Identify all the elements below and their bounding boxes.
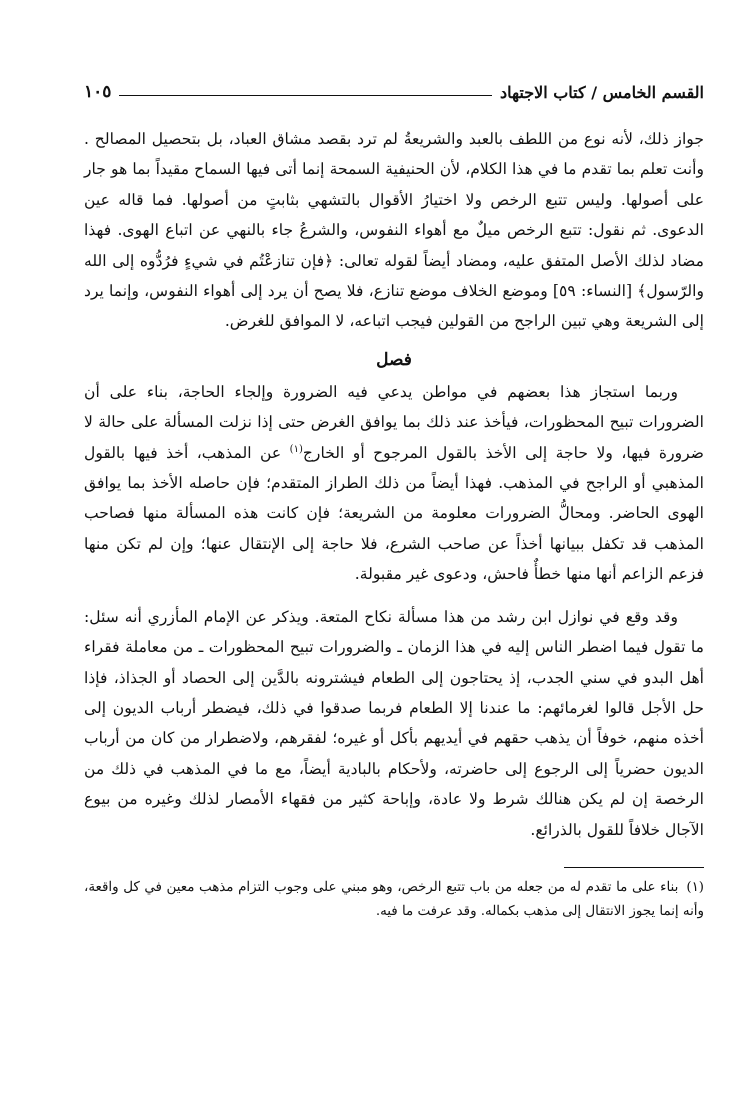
page-number: ١٠٥: [84, 82, 112, 102]
paragraph-3: وقد وقع في نوازل ابن رشد من هذا مسألة نكاح المتعة. ويذكر عن الإمام المأزري أنه سئل: ما تقول فيما اضطر الناس إليه في هذا الزمان ـ والضرورات تبيح المحظورات ـ من معاملة فقراء أهل البدو في سني الجدب، إذ يحتاجون إلى الطعام فيشترونه بالدَّين إلى الحصاد أو الجذاذ، فإذا حل الأجل قالوا لغرمائهم: ما عندنا إلا الطعام فربما صدقوا في ذلك، فيضطر أرباب الديون إلى أخذه منهم، خوفاً أن يذهب حقهم في أيديهم بأكل أو غيره؛ لفقرهم، ولاضطرار من كان من أرباب الديون حضرياً إلى الرجوع إلى حاضرته، ولأحكام بالبادية أيضاً، مع ما في المذهب في ذلك من الرخصة إن لم يكن هنالك شرط ولا عادة، وإباحة كثير من فقهاء الأمصار لذلك وغيره من بيوع الآجال خلافاً للقول بالذرائع.: [84, 607, 704, 839]
book-page: [84, 76, 704, 1056]
body-text: [84, 124, 704, 845]
header-rule: [119, 95, 492, 96]
footnote-rule: [564, 867, 704, 868]
paragraph-2: [84, 377, 704, 590]
paragraph-2-text-a: وربما استجاز هذا بعضهم في مواطن يدعي فيه الضرورة وإلجاء الحاجة، بناء على أن الضرورات تبيح المحظورات، فيأخذ عند ذلك بما يوافق الغرض حتى إذا نزلت المسألة على حالة لا ضرورة فيها، ولا حاجة إلى الأخذ بالقول المرجوح أو الخارج: [84, 382, 704, 462]
footnote-text: بناء على ما تقدم له من جعله من باب تتبع الرخص، وهو مبني على وجوب التزام مذهب معين في كل واقعة، وأنه إنما يجوز الانتقال إلى مذهب بكماله. وقد عرفت ما فيه.: [84, 879, 704, 919]
footnote: [84, 876, 704, 924]
section-heading: فصل: [376, 349, 412, 370]
header-title: القسم الخامس / كتاب الاجتهاد: [500, 83, 704, 102]
footnote-number: (١): [686, 879, 704, 895]
paragraph-1: جواز ذلك، لأنه نوع من اللطف بالعبد والشريعةُ لم ترد بقصد مشاق العباد، بل بتحصيل المصالح . وأنت تعلم بما تقدم ما في هذا الكلام، لأن الحنيفية السمحة إنما أتى فيها السماح مقيداً بما هو جار على أصولها. وليس تتبع الرخص ولا اختيارُ الأقوال بالتشهي بثابتٍ من أصولها. فما قاله عين الدعوى. ثم نقول: تتبع الرخص ميلٌ مع أهواء النفوس، والشرعُ جاء بالنهي عن اتباع الهوى. فهذا مضاد لذلك الأصل المتفق عليه، ومضاد أيضاً لقوله تعالى: ﴿فإن تنازعْتُم في شيءٍ فرُدُّوه إلى الله والرّسول﴾ [النساء: ٥٩] وموضع الخلاف موضع تنازع، فلا يصح أن يرد إلى أهواء النفوس، وإنما يرد إلى الشريعة وهي تبين الراجح من القولين فيجب اتباعه، لا الموافق للغرض.: [84, 130, 705, 331]
footnote-marker: (١): [289, 443, 303, 455]
running-header: [84, 76, 704, 102]
paragraph-2-text-b: عن المذهب، أخذ فيها بالقول المذهبي أو الراجح في المذهب. فهذا أيضاً من ذلك الطراز المتقدم؛ فإن حاصله الأخذ بما يوافق الهوى الحاضر. ومحالُّ الضرورات معلومة من الشريعة؛ فإن كانت هذه المسألة منها فصاحب المذهب قد تكفل ببيانها أخذاً عن صاحب الشرع، فلا حاجة إلى الإنتقال عنها؛ وإن لم تكن منها فزعم الزاعم أنها منها خطأٌ فاحش، ودعوى غير مقبولة.: [84, 443, 704, 584]
